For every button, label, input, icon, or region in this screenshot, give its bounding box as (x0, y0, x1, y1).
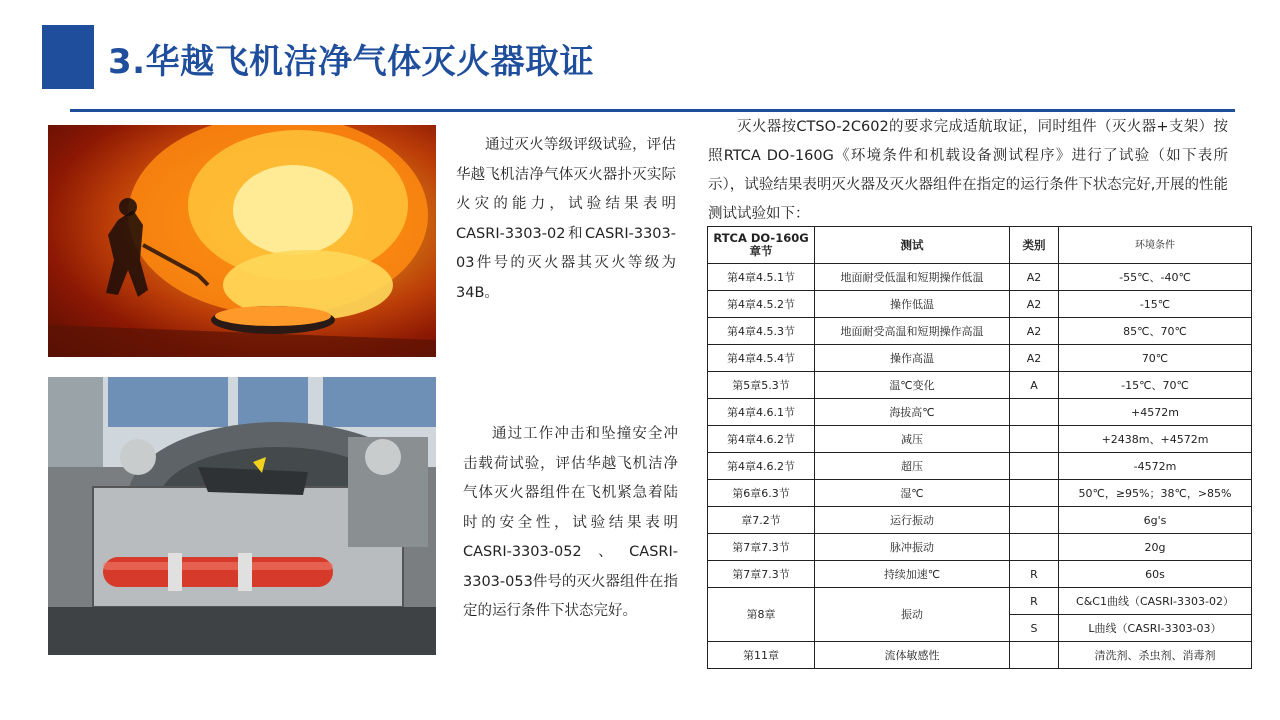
cell-section: 第4章4.5.2节 (708, 291, 815, 318)
table-row (708, 480, 1252, 507)
header-category: 类别 (1010, 227, 1059, 264)
cell-section: 章7.2节 (708, 507, 815, 534)
title-accent-bar (42, 25, 94, 89)
cell-condition: +2438m、+4572m (1059, 426, 1252, 453)
cell-section: 第4章4.5.1节 (708, 264, 815, 291)
cell-category (1010, 426, 1059, 453)
cell-test: 超压 (815, 453, 1010, 480)
cell-test: 减压 (815, 426, 1010, 453)
table-header-row (708, 227, 1252, 264)
cell-condition: 85℃、70℃ (1059, 318, 1252, 345)
cell-category (1010, 399, 1059, 426)
cell-test: 流体敏感性 (815, 642, 1010, 669)
cell-condition: 清洗剂、杀虫剂、消毒剂 (1059, 642, 1252, 669)
cell-condition: 60s (1059, 561, 1252, 588)
certification-description: 灭火器按CTSO-2C602的要求完成适航取证，同时组件（灭火器+支架）按照RTCA DO-160G《环境条件和机载设备测试程序》进行了试验（如下表所示），试验结果表明灭火器及灭火器组件在指定的运行条件下状态完好,开展的性能测试试验如下： (708, 119, 1228, 222)
test-spec-table (707, 226, 1252, 669)
cell-condition: L曲线（CASRI-3303-03） (1059, 615, 1252, 642)
fire-test-description: 通过灭火等级评级试验，评估华越飞机洁净气体灭火器扑灭实际火灾的能力，试验结果表明CASRI-3303-02和CASRI-3303-03件号的灭火器其灭火等级为34B。 (456, 137, 676, 301)
title-divider (70, 109, 1235, 112)
cell-section: 第7章7.3节 (708, 534, 815, 561)
cell-category (1010, 453, 1059, 480)
cell-section: 第7章7.3节 (708, 561, 815, 588)
table-row (708, 399, 1252, 426)
table-row (708, 561, 1252, 588)
cell-category: A2 (1010, 318, 1059, 345)
table-row (708, 372, 1252, 399)
cell-test: 湿℃ (815, 480, 1010, 507)
cell-category: R (1010, 561, 1059, 588)
cell-condition: C&C1曲线（CASRI-3303-02） (1059, 588, 1252, 615)
header-section: RTCA DO-160G 章节 (708, 227, 815, 264)
table-row (708, 318, 1252, 345)
cell-condition: -4572m (1059, 453, 1252, 480)
cell-category (1010, 642, 1059, 669)
cell-test: 脉冲振动 (815, 534, 1010, 561)
cell-category (1010, 480, 1059, 507)
table-row (708, 507, 1252, 534)
fire-test-photo (48, 125, 436, 357)
cell-section: 第8章 (708, 588, 815, 642)
cell-condition: -15℃ (1059, 291, 1252, 318)
header-test: 测试 (815, 227, 1010, 264)
cell-section: 第4章4.6.1节 (708, 399, 815, 426)
crash-test-illustration (48, 377, 436, 655)
cell-condition: 20g (1059, 534, 1252, 561)
cell-test: 温℃变化 (815, 372, 1010, 399)
cell-category: A2 (1010, 345, 1059, 372)
table-row (708, 453, 1252, 480)
crash-test-description: 通过工作冲击和坠撞安全冲击载荷试验，评估华越飞机洁净气体灭火器组件在飞机紧急着陆时的安全性，试验结果表明CASRI-3303-052、CASRI-3303-053件号的灭火器组件在指定的运行条件下状态完好。 (463, 426, 678, 619)
cell-section: 第11章 (708, 642, 815, 669)
cell-category: S (1010, 615, 1059, 642)
cell-section: 第4章4.6.2节 (708, 453, 815, 480)
cell-test: 海拔高℃ (815, 399, 1010, 426)
cell-section: 第4章4.5.3节 (708, 318, 815, 345)
cell-test: 持续加速℃ (815, 561, 1010, 588)
cell-section: 第4章4.5.4节 (708, 345, 815, 372)
cell-condition: +4572m (1059, 399, 1252, 426)
table-row (708, 588, 1252, 615)
cell-category: A2 (1010, 264, 1059, 291)
cell-category: A2 (1010, 291, 1059, 318)
cell-condition: 70℃ (1059, 345, 1252, 372)
crash-test-photo (48, 377, 436, 655)
cell-test: 地面耐受低温和短期操作低温 (815, 264, 1010, 291)
cell-test: 运行振动 (815, 507, 1010, 534)
cell-test: 操作高温 (815, 345, 1010, 372)
fire-test-illustration (48, 125, 436, 357)
header-condition: 环境条件 (1059, 227, 1252, 264)
cell-test: 操作低温 (815, 291, 1010, 318)
page-title: 3.华越飞机洁净气体灭火器取证 (108, 42, 595, 82)
cell-section: 第5章5.3节 (708, 372, 815, 399)
cell-condition: -55℃、-40℃ (1059, 264, 1252, 291)
table-row (708, 642, 1252, 669)
table-row (708, 345, 1252, 372)
table-row (708, 534, 1252, 561)
table-row (708, 291, 1252, 318)
cell-test: 地面耐受高温和短期操作高温 (815, 318, 1010, 345)
cell-condition: 50℃，≥95%；38℃，>85% (1059, 480, 1252, 507)
cell-category (1010, 507, 1059, 534)
cell-category: A (1010, 372, 1059, 399)
table-row (708, 426, 1252, 453)
cell-section: 第6章6.3节 (708, 480, 815, 507)
cell-condition: -15℃、70℃ (1059, 372, 1252, 399)
cell-category: R (1010, 588, 1059, 615)
cell-test: 振动 (815, 588, 1010, 642)
cell-category (1010, 534, 1059, 561)
cell-condition: 6g's (1059, 507, 1252, 534)
table-row (708, 264, 1252, 291)
cell-section: 第4章4.6.2节 (708, 426, 815, 453)
